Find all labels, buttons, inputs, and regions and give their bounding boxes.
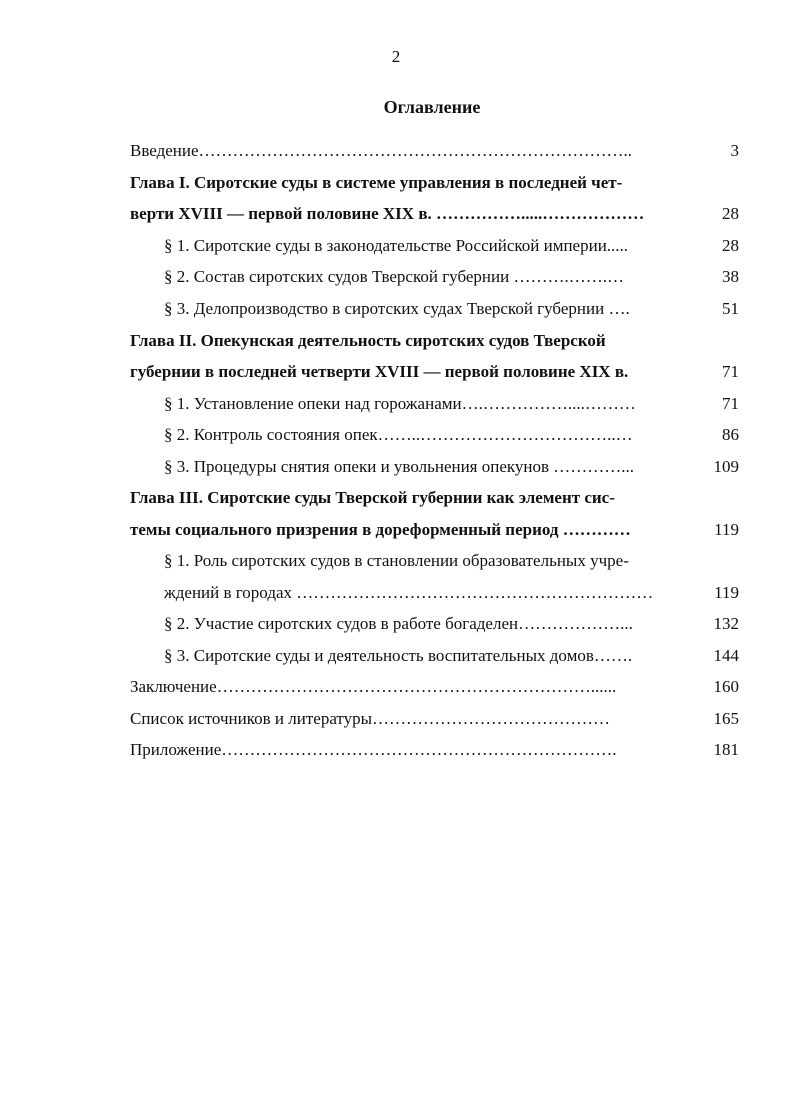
toc-entry-page: 165 [713, 709, 739, 728]
toc-chapter-2-line-1[interactable] [0, 331, 792, 357]
toc-section-1-1[interactable] [0, 236, 792, 262]
toc-entry-page: 28 [722, 236, 739, 255]
toc-entry-text: губернии в последней четверти XVIII — первой половине XIX в. [130, 362, 629, 381]
toc-entry-appendix[interactable] [0, 740, 792, 766]
toc-entry-text: Заключение…………………………………………………………...... [130, 677, 617, 696]
toc-entry-page: 144 [713, 646, 739, 665]
toc-entry-page: 86 [722, 425, 739, 444]
toc-entry-text: верти XVIII — первой половине XIX в. …………….....……………… [130, 204, 645, 223]
toc-entry-text: § 2. Участие сиротских судов в работе богаделен………………... [164, 614, 633, 633]
toc-section-3-1-line-1[interactable] [0, 551, 792, 577]
toc-entry-page: 119 [714, 520, 739, 539]
toc-entry-page: 71 [722, 362, 739, 381]
toc-entry-text: § 2. Контроль состояния опек……..……………………………..… [164, 425, 633, 444]
toc-chapter-2-line-2[interactable] [0, 362, 792, 388]
page-number: 2 [391, 47, 401, 66]
toc-entry-text: Приложение……………………………………………………………. [130, 740, 617, 759]
toc-entry-text: ждений в городах ……………………………………………………… [164, 583, 654, 602]
toc-section-1-3[interactable] [0, 299, 792, 325]
toc-title: Оглавление [383, 97, 481, 117]
toc-entry-text: Глава III. Сиротские суды Тверской губернии как элемент сис- [130, 488, 615, 507]
toc-entry-page: 181 [713, 740, 739, 759]
toc-entry-text: § 1. Сиротские суды в законодательстве Российской империи..... [164, 236, 629, 255]
toc-entry-text: Глава I. Сиротские суды в системе управления в последней чет- [130, 173, 623, 192]
toc-entry-page: 119 [714, 583, 739, 602]
toc-entry-text: § 3. Делопроизводство в сиротских судах Тверской губернии …. [164, 299, 630, 318]
toc-section-2-2[interactable] [0, 425, 792, 451]
toc-entry-text: Введение………………………………………………………………….. [130, 141, 633, 160]
toc-section-3-3[interactable] [0, 646, 792, 672]
toc-entry-introduction[interactable] [0, 141, 792, 167]
toc-chapter-1-line-2[interactable] [0, 204, 792, 230]
toc-entry-text: § 2. Состав сиротских судов Тверской губернии ……….…….… [164, 267, 624, 286]
toc-entry-text: Список источников и литературы…………………………………… [130, 709, 611, 728]
toc-section-3-2[interactable] [0, 614, 792, 640]
toc-entry-text: § 3. Процедуры снятия опеки и увольнения опекунов …………... [164, 457, 635, 476]
toc-entry-conclusion[interactable] [0, 677, 792, 703]
toc-entry-page: 132 [713, 614, 739, 633]
toc-entry-page: 28 [722, 204, 739, 223]
toc-section-1-2[interactable] [0, 267, 792, 293]
toc-chapter-1-line-1[interactable] [0, 173, 792, 199]
toc-entry-page: 71 [722, 394, 739, 413]
toc-entry-page: 3 [730, 141, 739, 160]
toc-section-2-3[interactable] [0, 457, 792, 483]
toc-chapter-3-line-2[interactable] [0, 520, 792, 546]
toc-entry-text: § 1. Установление опеки над горожанами….……………....……… [164, 394, 636, 413]
toc-chapter-3-line-1[interactable] [0, 488, 792, 514]
toc-section-2-1[interactable] [0, 394, 792, 420]
toc-entry-page: 38 [722, 267, 739, 286]
toc-entry-text: Глава II. Опекунская деятельность сиротских судов Тверской [130, 331, 606, 350]
toc-entry-bibliography[interactable] [0, 709, 792, 735]
toc-entry-text: § 3. Сиротские суды и деятельность воспитательных домов……. [164, 646, 633, 665]
toc-entry-page: 109 [713, 457, 739, 476]
toc-section-3-1-line-2[interactable] [0, 583, 792, 609]
toc-entry-text: темы социального призрения в дореформенный период ………… [130, 520, 631, 539]
toc-entry-page: 160 [713, 677, 739, 696]
toc-entry-page: 51 [722, 299, 739, 318]
toc-entry-text: § 1. Роль сиротских судов в становлении образовательных учре- [164, 551, 629, 570]
